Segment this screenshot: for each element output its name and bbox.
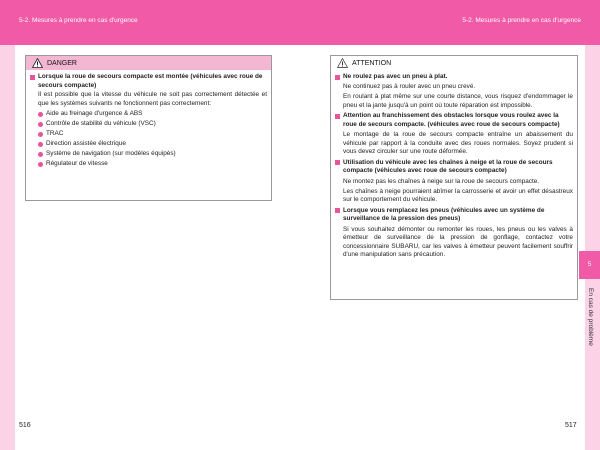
attention-item-text: Si vous souhaitez démonter ou remonter les roues, les pneus ou les valves à émetteur de surveillance de la pression de gonflage, contactez votre concessionnaire SUBARU, car les valves à émetteur peuvent facilement souffrir d'une manipulation sans précaution.	[343, 225, 573, 259]
circle-bullet-icon	[38, 162, 43, 167]
danger-bullet-item: Régulateur de vitesse	[30, 160, 267, 169]
danger-bullet-list	[30, 110, 267, 169]
attention-item-text: Ne continuez pas à rouler avec un pneu crevé.	[343, 83, 476, 91]
page-number-right: 517	[565, 422, 577, 429]
attention-item-title: Attention au franchissement des obstacles lorsque vous roulez avec la roue de secours compacte. (véhicules avec roue de secours compacte)	[335, 112, 573, 129]
attention-heading: ATTENTION	[352, 59, 392, 67]
circle-bullet-icon	[38, 152, 43, 157]
section-title-left: 5-2. Mesures à prendre en cas d'urgence	[19, 17, 138, 24]
page-number-left: 516	[19, 422, 31, 429]
left-margin-bar	[0, 45, 15, 450]
circle-bullet-icon	[38, 122, 43, 127]
danger-bullet-item: Contrôle de stabilité du véhicule (VSC)	[30, 120, 267, 129]
warning-triangle-icon	[32, 58, 43, 68]
attention-item-text: Les chaînes à neige pourraient abîmer la carrosserie et avoir un effet désastreux sur le comportement du véhicule.	[343, 187, 573, 204]
danger-bullet-item: Direction assistée électrique	[30, 140, 267, 149]
danger-heading: DANGER	[47, 59, 77, 67]
attention-body	[331, 70, 577, 260]
danger-intro: Il est possible que la vitesse du véhicule ne soit pas correctement détectée et que les systèmes suivants ne fonctionnent pas correctement:	[38, 91, 267, 107]
square-bullet-icon	[335, 114, 340, 119]
danger-box	[25, 55, 272, 201]
attention-item-title: Lorsque vous remplacez les pneus (véhicules avec un système de surveillance de la pression des pneus)	[335, 207, 573, 224]
attention-box	[330, 55, 578, 300]
square-bullet-icon	[335, 208, 340, 213]
attention-item-text: En roulant à plat même sur une courte distance, vous risquez d'endommager le pneu et la jante jusqu'à un point où toute réparation est impossible.	[343, 93, 573, 109]
circle-bullet-icon	[38, 142, 43, 147]
danger-bullet-item: TRAC	[30, 130, 267, 139]
circle-bullet-icon	[38, 132, 43, 137]
circle-bullet-icon	[38, 112, 43, 117]
danger-item-title: Lorsque la roue de secours compacte est montée (véhicules avec roue de secours compacte)	[30, 73, 267, 90]
chapter-title: En cas de problème	[587, 288, 594, 346]
danger-bullet-item: Aide au freinage d'urgence & ABS	[30, 110, 267, 119]
attention-header	[331, 56, 577, 70]
right-margin-bar	[585, 45, 600, 450]
square-bullet-icon	[335, 160, 340, 165]
section-title-right: 5-2. Mesures à prendre en cas d'urgence	[462, 17, 581, 24]
square-bullet-icon	[335, 75, 340, 80]
danger-body	[26, 70, 271, 169]
chapter-tab[interactable]: 5	[579, 251, 600, 279]
attention-item-text: Ne montez pas les chaînes à neige sur la roue de secours compacte.	[343, 177, 540, 185]
attention-item-text: Le montage de la roue de secours compacte entraîne un abaissement du véhicule par rapport à la conduite avec des roues normales. Soyez prudent si vous devez circuler sur une route déformée.	[343, 131, 573, 156]
danger-header	[26, 56, 271, 70]
square-bullet-icon	[30, 75, 35, 80]
attention-item-title: Ne roulez pas avec un pneu à plat.	[335, 73, 573, 82]
danger-bullet-item: Système de navigation (sur modèles équipés)	[30, 150, 267, 159]
attention-item-title: Utilisation du véhicule avec les chaînes à neige et la roue de secours compacte (véhicules avec roue de secours compacte)	[335, 159, 573, 176]
caution-triangle-icon	[337, 58, 348, 68]
